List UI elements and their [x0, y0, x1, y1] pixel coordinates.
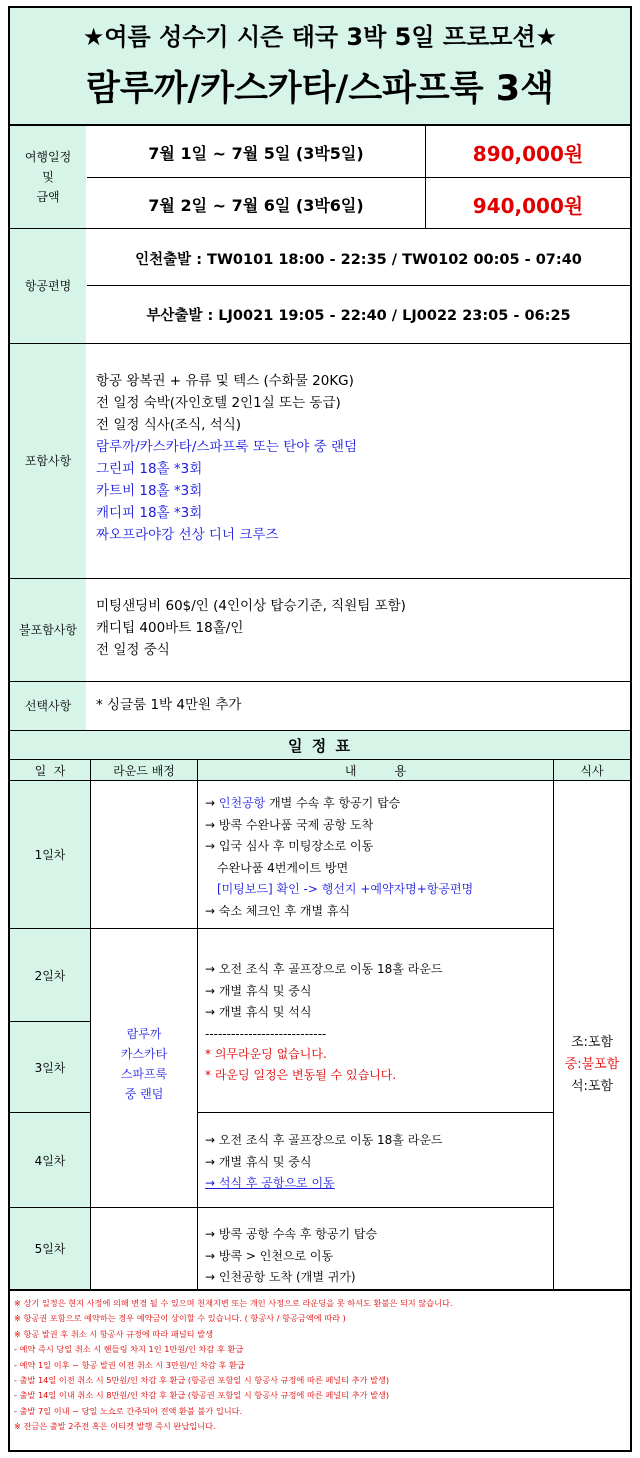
footnote: - 출발 14일 이내 취소 시 8만원/인 차감 후 환급 (항공권 포함일 시 항공사 규정에 따른 페널티 추가 발생) [14, 1390, 390, 1401]
schedule-dates-1: 7월 1일 ~ 7월 5일 (3박5일) [148, 143, 364, 163]
flight-busan: 부산출발 : LJ0021 19:05 - 22:40 / LJ0022 23:05 - 06:25 [146, 307, 571, 324]
list-item: 전 일정 중식 [96, 642, 170, 658]
footnotes [14, 1296, 628, 1435]
schedule-dates-2: 7월 2일 ~ 7월 6일 (3박6일) [148, 195, 364, 215]
price-1: 890,000원 [472, 141, 584, 166]
meal-lunch: 중:불포함 [564, 1057, 620, 1072]
list-item: 미팅샌딩비 60$/인 (4인이상 탑승기준, 직원팀 포함) [96, 598, 406, 614]
promo-sheet [8, 6, 632, 1452]
list-item: 짜오프라야강 선상 디너 크루즈 [96, 527, 279, 543]
list-item: 그린피 18홀 *3회 [96, 461, 203, 477]
optional-label: 선택사항 [24, 699, 72, 713]
day-3: 3일차 [34, 1060, 66, 1075]
excluded-list [96, 595, 616, 661]
flight-incheon: 인천출발 : TW0101 18:00 - 22:35 / TW0102 00:05 - 07:40 [135, 251, 582, 268]
day-5: 5일차 [34, 1242, 66, 1256]
list-item: 전 일정 식사(조식, 석식) [96, 417, 242, 433]
included-label: 포함사항 [24, 454, 72, 468]
meals [554, 1021, 630, 1109]
day-1: 1일차 [34, 848, 66, 862]
footnote: ※ 상기 일정은 현지 사정에 의해 변경 될 수 있으며 천재지변 또는 개인 사정으로 라운딩을 못 하셔도 환불은 되지 않습니다. [14, 1298, 453, 1308]
dates-price-label: 여행일정 및 금액 [24, 150, 72, 204]
list-item: 카트비 18홀 *3회 [96, 483, 203, 499]
price-2: 940,000원 [472, 193, 584, 218]
list-item: 캐디피 18홀 *3회 [96, 505, 203, 521]
round-assignment: 람루까 카스카타 스파프룩 중 랜덤 [120, 1027, 168, 1101]
flights-label: 항공편명 [24, 279, 72, 293]
day-4: 4일차 [34, 1153, 66, 1168]
list-item: 전 일정 숙박(자인호텔 2인1실 또는 동급) [96, 395, 341, 411]
day1-content: → 인천공항 개별 수속 후 항공기 탑승 → 방콕 수완나품 국제 공항 도착 → 입국 심사 후 미팅장소로 이동 수완나품 4번게이트 방면 [미팅보드] 확인 -> 행선지 +예약자명+항공편명 → 숙소 체크인 후 개별 휴식 [205, 793, 550, 922]
header-line2: 람루까/카스카타/스파프룩 3색 [86, 69, 554, 109]
day2-3-content: → 오전 조식 후 골프장으로 이동 18홀 라운드 → 개별 휴식 및 중식 → 개별 휴식 및 석식 ---------------------------- * 의무라운딩 없습니다. * 라운딩 일정은 변동될 수 있습니다. [205, 959, 550, 1087]
footnote: - 예약 즉시 당일 취소 시 핸들링 차지 1인 1만원/인 차감 후 환급 [14, 1344, 244, 1355]
header-banner [10, 8, 630, 124]
day4-content: → 오전 조식 후 골프장으로 이동 18홀 라운드 → 개별 휴식 및 중식 → 석식 후 공항으로 이동 [205, 1130, 550, 1195]
note-no-mandatory: * 의무라운딩 없습니다. [205, 1046, 327, 1061]
footnote: - 예약 1일 이후 ~ 항공 발권 이전 취소 시 3만원/인 차감 후 환급 [14, 1359, 245, 1370]
footnote: ※ 항공권 포함으로 예약하는 경우 예약금이 상이할 수 있습니다. ( 항공사 / 항공금액에 따라 ) [14, 1313, 346, 1324]
incheon-airport-text: 인천공항 [218, 796, 266, 810]
list-item: 항공 왕복권 + 유류 및 텍스 (수화물 20KG) [96, 373, 354, 389]
list-item: 람루까/카스카타/스파프룩 또는 탄야 중 랜덤 [96, 439, 357, 455]
footnote: - 출발 14일 이전 취소 시 5만원/인 차감 후 환급 (항공권 포함일 시 항공사 규정에 따른 페널티 추가 발생) [14, 1375, 390, 1386]
col-header-meal: 식사 [580, 763, 604, 778]
list-item: 캐디팁 400바트 18홀/인 [96, 620, 244, 636]
col-header-content: 내 용 [344, 763, 407, 778]
col-header-day: 일 자 [34, 763, 66, 778]
note-round-change: * 라운딩 일정은 변동될 수 있습니다. [205, 1068, 397, 1082]
footnote: - 출발 7일 이내 ~ 당일 노쇼로 간주되어 전액 환불 불가 입니다. [14, 1405, 243, 1416]
col-header-round: 라운드 배정 [113, 763, 175, 778]
schedule-title: 일 정 표 [10, 731, 630, 759]
optional-text: * 싱글룸 1박 4만원 추가 [96, 697, 242, 713]
excluded-label: 불포함사항 [19, 623, 77, 637]
meal-dinner: 석:포함 [570, 1079, 614, 1094]
footnote: ※ 잔금은 출발 2주전 혹은 이티켓 발행 즉시 완납입니다. [14, 1421, 216, 1432]
day-2: 2일차 [34, 968, 66, 983]
separator: ---------------------------- [205, 1026, 327, 1041]
airport-transfer-link: → 석식 후 공항으로 이동 [205, 1176, 335, 1190]
footnote: ※ 항공 발권 후 취소 시 항공사 규정에 따라 패널티 발생 [14, 1328, 213, 1339]
included-list [96, 370, 616, 546]
day5-content: → 방콕 공항 수속 후 항공기 탑승 → 방콕 > 인천으로 이동 → 인천공항 도착 (개별 귀가) [205, 1227, 378, 1284]
header-line1: ★여름 성수기 시즌 태국 3박 5일 프로모션★ [82, 22, 558, 51]
meal-breakfast: 조:포함 [570, 1035, 614, 1050]
meeting-board-note: [미팅보드] 확인 -> 행선지 +예약자명+항공편명 [217, 882, 474, 896]
